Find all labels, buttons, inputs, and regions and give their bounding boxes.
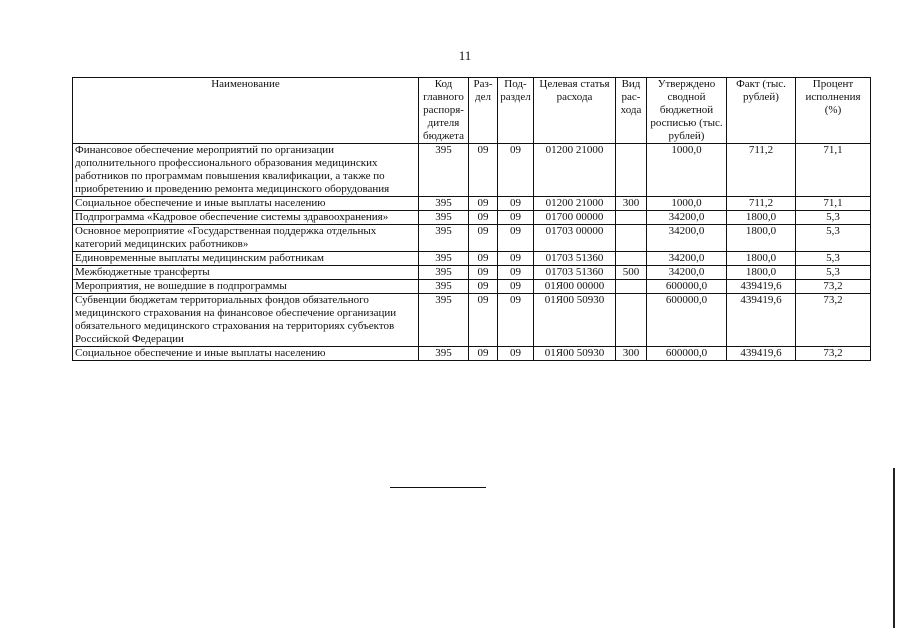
row-target: 01200 21000 [534, 197, 616, 211]
row-section: 09 [469, 347, 498, 361]
table-row [73, 347, 871, 361]
row-code: 395 [419, 347, 469, 361]
row-percent: 73,2 [796, 280, 871, 294]
row-approved: 1000,0 [647, 144, 727, 197]
row-code: 395 [419, 144, 469, 197]
row-name: Единовременные выплаты медицинским работникам [73, 252, 419, 266]
row-approved: 34200,0 [647, 266, 727, 280]
row-code: 395 [419, 197, 469, 211]
row-subsection: 09 [498, 347, 534, 361]
row-section: 09 [469, 266, 498, 280]
table-row [73, 266, 871, 280]
row-percent: 71,1 [796, 197, 871, 211]
row-approved: 600000,0 [647, 294, 727, 347]
row-approved: 34200,0 [647, 211, 727, 225]
row-section: 09 [469, 252, 498, 266]
row-code: 395 [419, 294, 469, 347]
row-code: 395 [419, 225, 469, 252]
row-subsection: 09 [498, 144, 534, 197]
row-percent: 73,2 [796, 294, 871, 347]
table-row [73, 225, 871, 252]
row-target: 01Я00 00000 [534, 280, 616, 294]
row-name: Межбюджетные трансферты [73, 266, 419, 280]
row-name: Социальное обеспечение и иные выплаты населению [73, 347, 419, 361]
row-subsection: 09 [498, 211, 534, 225]
header-approved: Утверждено сводной бюджетной росписью (тыс. рублей) [647, 78, 727, 144]
row-target: 01200 21000 [534, 144, 616, 197]
row-name: Социальное обеспечение и иные выплаты населению [73, 197, 419, 211]
table-row [73, 252, 871, 266]
row-section: 09 [469, 225, 498, 252]
header-admin-code: Код главного распоря-дителя бюджета [419, 78, 469, 144]
row-type [616, 225, 647, 252]
row-percent: 5,3 [796, 252, 871, 266]
row-fact: 711,2 [727, 197, 796, 211]
row-target: 01Я00 50930 [534, 294, 616, 347]
row-percent: 71,1 [796, 144, 871, 197]
row-type [616, 144, 647, 197]
row-approved: 34200,0 [647, 225, 727, 252]
row-approved: 34200,0 [647, 252, 727, 266]
row-fact: 1800,0 [727, 225, 796, 252]
row-percent: 5,3 [796, 225, 871, 252]
row-section: 09 [469, 197, 498, 211]
scan-edge-line [893, 468, 895, 628]
row-name: Основное мероприятие «Государственная поддержка отдельных категорий медицинских работников» [73, 225, 419, 252]
row-type [616, 280, 647, 294]
row-type: 300 [616, 347, 647, 361]
row-approved: 1000,0 [647, 197, 727, 211]
row-section: 09 [469, 144, 498, 197]
row-percent: 73,2 [796, 347, 871, 361]
row-section: 09 [469, 294, 498, 347]
row-subsection: 09 [498, 197, 534, 211]
row-code: 395 [419, 280, 469, 294]
row-target: 01700 00000 [534, 211, 616, 225]
row-name: Мероприятия, не вошедшие в подпрограммы [73, 280, 419, 294]
row-fact: 1800,0 [727, 252, 796, 266]
table-row [73, 144, 871, 197]
row-subsection: 09 [498, 294, 534, 347]
row-type: 500 [616, 266, 647, 280]
row-target: 01703 51360 [534, 252, 616, 266]
row-subsection: 09 [498, 266, 534, 280]
row-approved: 600000,0 [647, 280, 727, 294]
header-expense-type: Вид рас-хода [616, 78, 647, 144]
row-target: 01703 51360 [534, 266, 616, 280]
row-target: 01703 00000 [534, 225, 616, 252]
row-type: 300 [616, 197, 647, 211]
row-subsection: 09 [498, 252, 534, 266]
table-row [73, 294, 871, 347]
row-approved: 600000,0 [647, 347, 727, 361]
row-name: Субвенции бюджетам территориальных фондов обязательного медицинского страхования на финансовое обеспечение организации обязательного медицинского страхования на территориях субъектов Российской Федерации [73, 294, 419, 347]
table-header-row [73, 78, 871, 144]
row-section: 09 [469, 280, 498, 294]
row-fact: 1800,0 [727, 266, 796, 280]
header-fact: Факт (тыс. рублей) [727, 78, 796, 144]
row-fact: 711,2 [727, 144, 796, 197]
row-subsection: 09 [498, 225, 534, 252]
row-fact: 439419,6 [727, 347, 796, 361]
row-code: 395 [419, 266, 469, 280]
row-name: Подпрограмма «Кадровое обеспечение системы здравоохранения» [73, 211, 419, 225]
header-target-item: Целевая статья расхода [534, 78, 616, 144]
row-percent: 5,3 [796, 211, 871, 225]
row-percent: 5,3 [796, 266, 871, 280]
table-row [73, 211, 871, 225]
closing-rule-divider [390, 487, 486, 488]
row-fact: 439419,6 [727, 280, 796, 294]
budget-execution-table [72, 77, 871, 361]
row-code: 395 [419, 211, 469, 225]
row-fact: 1800,0 [727, 211, 796, 225]
row-type [616, 211, 647, 225]
row-target: 01Я00 50930 [534, 347, 616, 361]
header-name: Наименование [73, 78, 419, 144]
row-type [616, 294, 647, 347]
table-row [73, 280, 871, 294]
row-fact: 439419,6 [727, 294, 796, 347]
row-section: 09 [469, 211, 498, 225]
table-row [73, 197, 871, 211]
page-number: 11 [458, 48, 472, 63]
header-percent: Процент исполнения (%) [796, 78, 871, 144]
row-code: 395 [419, 252, 469, 266]
header-section: Раз-дел [469, 78, 498, 144]
header-subsection: Под-раздел [498, 78, 534, 144]
row-name: Финансовое обеспечение мероприятий по организации дополнительного профессионального образования медицинских работников по программам повышения квалификации, а также по приобретению и проведению ремонта медицинского оборудования [73, 144, 419, 197]
row-type [616, 252, 647, 266]
row-subsection: 09 [498, 280, 534, 294]
